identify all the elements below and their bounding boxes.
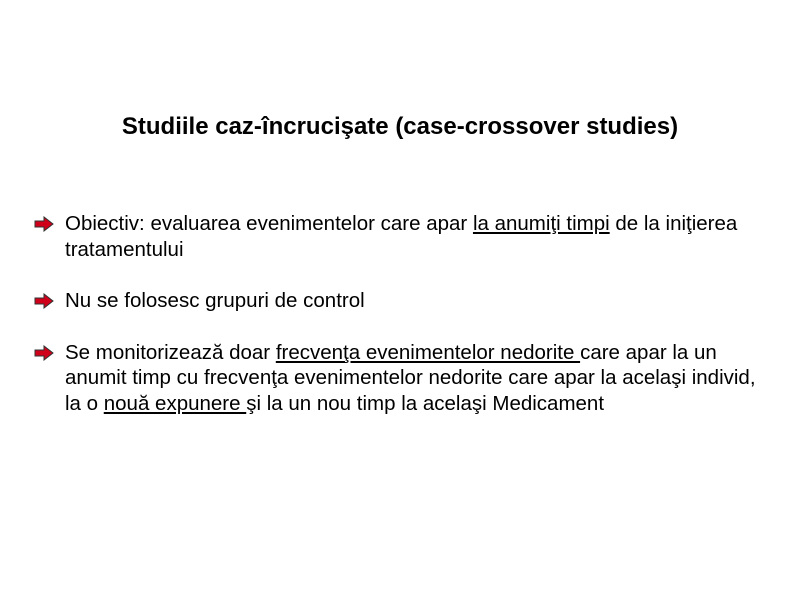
arrow-bullet-icon bbox=[34, 216, 54, 232]
bullet-list bbox=[34, 211, 774, 416]
bullet-text-part: Obiectiv: evaluarea evenimentelor care apar bbox=[65, 212, 473, 235]
bullet-item bbox=[34, 211, 774, 262]
bullet-text-part: şi la un nou timp la acelaşi Medicament bbox=[246, 391, 605, 415]
bullet-text-part: de la iniţierea tratamentului bbox=[65, 212, 738, 261]
bullet-item bbox=[34, 340, 774, 417]
bullet-item bbox=[34, 288, 774, 314]
bullet-text-underlined: la anumiţi timpi bbox=[472, 212, 610, 235]
arrow-bullet-icon bbox=[34, 345, 54, 361]
arrow-bullet-icon bbox=[34, 293, 54, 309]
slide-title: Studiile caz-încrucişate (case-crossover studies) bbox=[121, 113, 679, 140]
bullet-text-part: Se monitorizează doar bbox=[65, 340, 276, 364]
bullet-text-part: care apar la un anumit timp cu frecvenţa evenimentelor nedorite care apar la acelaşi individ, la o bbox=[65, 340, 756, 415]
bullet-text-underlined: frecvenţa evenimentelor nedorite bbox=[275, 340, 581, 364]
bullet-text-underlined: nouă expunere bbox=[103, 391, 247, 415]
bullet-text-part: Nu se folosesc grupuri de control bbox=[65, 289, 365, 312]
